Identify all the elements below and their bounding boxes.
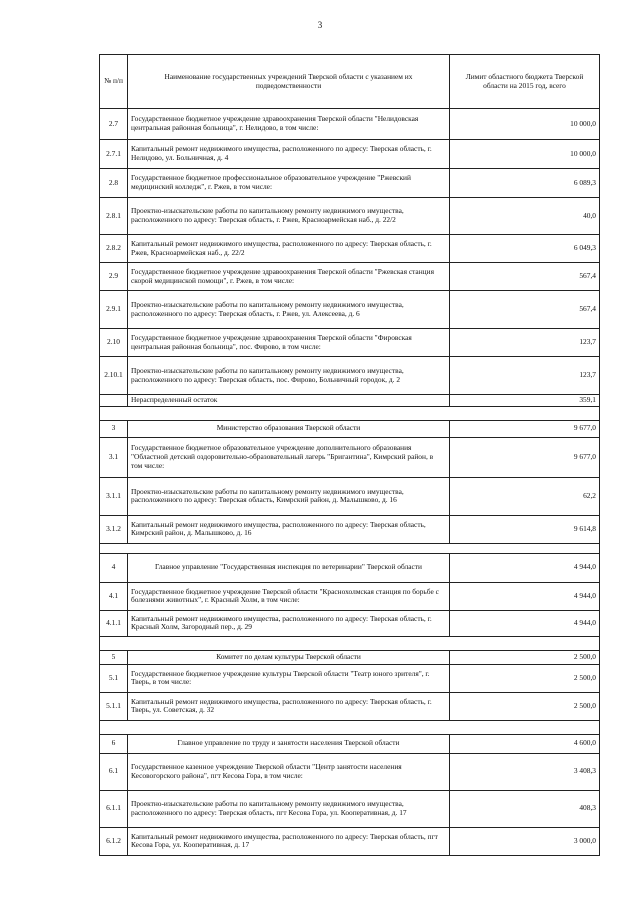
row-sum: 3 000,0 bbox=[450, 827, 600, 855]
spacer-cell bbox=[100, 406, 600, 420]
row-number: 6 bbox=[100, 734, 128, 753]
spacer-cell bbox=[100, 543, 600, 553]
row-sum: 123,7 bbox=[450, 329, 600, 357]
row-name: Государственное бюджетное учреждение здравоохранения Тверской области "Фировская центральная районная больница", пос. Фирово, в том числе: bbox=[128, 329, 450, 357]
row-name: Главное управление по труду и занятости населения Тверской области bbox=[128, 734, 450, 753]
row-name: Проектно-изыскательские работы по капитальному ремонту недвижимого имущества, расположенного по адресу: Тверская область, г. Ржев, Красноармейская наб., д. 22/2 bbox=[128, 198, 450, 235]
row-number: 5.1 bbox=[100, 664, 128, 692]
row-name: Государственное бюджетное учреждение здравоохранения Тверской области "Нелидовская центральная районная больница", г. Нелидово, в том числе: bbox=[128, 109, 450, 140]
row-sum: 4 944,0 bbox=[450, 582, 600, 610]
table-row bbox=[100, 477, 600, 515]
row-number: 5.1.1 bbox=[100, 692, 128, 720]
row-sum: 6 049,3 bbox=[450, 235, 600, 263]
row-sum: 10 000,0 bbox=[450, 109, 600, 140]
row-number: 4 bbox=[100, 553, 128, 582]
section-row bbox=[100, 553, 600, 582]
row-sum: 2 500,0 bbox=[450, 664, 600, 692]
row-sum: 4 600,0 bbox=[450, 734, 600, 753]
table-row bbox=[100, 827, 600, 855]
table-row bbox=[100, 291, 600, 329]
row-name: Проектно-изыскательские работы по капитальному ремонту недвижимого имущества, расположенного по адресу: Тверская область, пос. Фирово, Больничный городок, д. 2 bbox=[128, 357, 450, 395]
row-name: Государственное бюджетное профессиональное образовательное учреждение "Ржевский медицинский колледж", г. Ржев, в том числе: bbox=[128, 169, 450, 198]
table-row bbox=[100, 610, 600, 636]
row-sum: 408,3 bbox=[450, 790, 600, 827]
row-number: 2.10.1 bbox=[100, 357, 128, 395]
table-row bbox=[100, 664, 600, 692]
row-name: Проектно-изыскательские работы по капитальному ремонту недвижимого имущества, расположенного по адресу: Тверская область, Кимрский район, д. Малышково, д. 16 bbox=[128, 477, 450, 515]
row-sum: 40,0 bbox=[450, 198, 600, 235]
row-number: 3.1 bbox=[100, 437, 128, 477]
spacer-cell bbox=[100, 636, 600, 650]
budget-table bbox=[99, 54, 600, 856]
table-row bbox=[100, 109, 600, 140]
row-name: Нераспределенный остаток bbox=[128, 395, 450, 407]
row-name: Капитальный ремонт недвижимого имущества, расположенного по адресу: Тверская область, пгт Кесова Гора, ул. Кооперативная, д. 17 bbox=[128, 827, 450, 855]
row-name: Комитет по делам культуры Тверской области bbox=[128, 650, 450, 664]
spacer-row bbox=[100, 636, 600, 650]
row-name: Капитальный ремонт недвижимого имущества, расположенного по адресу: Тверская область, Кимрский район, д. Малышково, д. 16 bbox=[128, 515, 450, 543]
section-row bbox=[100, 420, 600, 437]
row-name: Капитальный ремонт недвижимого имущества, расположенного по адресу: Тверская область, г. Тверь, ул. Советская, д. 32 bbox=[128, 692, 450, 720]
row-sum: 2 500,0 bbox=[450, 692, 600, 720]
row-name: Капитальный ремонт недвижимого имущества, расположенного по адресу: Тверская область, г. Красный Холм, Загородный пер., д. 29 bbox=[128, 610, 450, 636]
table-row bbox=[100, 357, 600, 395]
row-number: 2.10 bbox=[100, 329, 128, 357]
row-name: Государственное бюджетное образовательное учреждение дополнительного образования "Областной детский оздоровительно-образовательный лагерь "Бригантина", Кимрский район, в том числе: bbox=[128, 437, 450, 477]
header-limit: Лимит областного бюджета Тверской области на 2015 год, всего bbox=[450, 55, 600, 109]
spacer-cell bbox=[100, 720, 600, 734]
row-number: 4.1 bbox=[100, 582, 128, 610]
row-number: 2.9 bbox=[100, 263, 128, 291]
row-name: Государственное бюджетное учреждение культуры Тверской области "Театр юного зрителя", г. Тверь, в том числе: bbox=[128, 664, 450, 692]
table-row bbox=[100, 263, 600, 291]
row-number: 3 bbox=[100, 420, 128, 437]
table-row bbox=[100, 235, 600, 263]
row-number: 2.8.1 bbox=[100, 198, 128, 235]
row-number: 3.1.1 bbox=[100, 477, 128, 515]
row-number: 5 bbox=[100, 650, 128, 664]
row-number bbox=[100, 395, 128, 407]
row-name: Проектно-изыскательские работы по капитальному ремонту недвижимого имущества, расположенного по адресу: Тверская область, пгт Кесова Гора, ул. Кооперативная, д. 17 bbox=[128, 790, 450, 827]
row-number: 3.1.2 bbox=[100, 515, 128, 543]
section-row bbox=[100, 650, 600, 664]
row-sum: 2 500,0 bbox=[450, 650, 600, 664]
table-row bbox=[100, 753, 600, 790]
header-name: Наименование государственных учреждений Тверской области с указанием их подведомственности bbox=[128, 55, 450, 109]
table-row bbox=[100, 198, 600, 235]
table-header-row bbox=[100, 55, 600, 109]
spacer-row bbox=[100, 543, 600, 553]
row-number: 2.7.1 bbox=[100, 140, 128, 169]
row-number: 6.1.1 bbox=[100, 790, 128, 827]
table-row bbox=[100, 692, 600, 720]
row-sum: 567,4 bbox=[450, 291, 600, 329]
row-number: 4.1.1 bbox=[100, 610, 128, 636]
row-sum: 9 677,0 bbox=[450, 420, 600, 437]
spacer-row bbox=[100, 406, 600, 420]
table-row bbox=[100, 790, 600, 827]
row-sum: 3 408,3 bbox=[450, 753, 600, 790]
row-name: Капитальный ремонт недвижимого имущества, расположенного по адресу: Тверская область, г. Нелидово, ул. Больничная, д. 4 bbox=[128, 140, 450, 169]
row-sum: 9 677,0 bbox=[450, 437, 600, 477]
row-name: Капитальный ремонт недвижимого имущества, расположенного по адресу: Тверская область, г. Ржев, Красноармейская наб., д. 22/2 bbox=[128, 235, 450, 263]
table-row bbox=[100, 140, 600, 169]
table-row bbox=[100, 515, 600, 543]
row-number: 6.1.2 bbox=[100, 827, 128, 855]
row-sum: 62,2 bbox=[450, 477, 600, 515]
row-number: 2.8 bbox=[100, 169, 128, 198]
table-row bbox=[100, 169, 600, 198]
row-name: Проектно-изыскательские работы по капитальному ремонту недвижимого имущества, расположенного по адресу: Тверская область, г. Ржев, ул. Алексеева, д. 6 bbox=[128, 291, 450, 329]
row-sum: 567,4 bbox=[450, 263, 600, 291]
row-name: Государственное казенное учреждение Тверской области "Центр занятости населения Кесовогорского района", пгт Кесова Гора, в том числе: bbox=[128, 753, 450, 790]
header-num: № п/п bbox=[100, 55, 128, 109]
row-name: Государственное бюджетное учреждение Тверской области "Краснохолмская станция по борьбе с болезнями животных", г. Красный Холм, в том числе: bbox=[128, 582, 450, 610]
row-name: Министерство образования Тверской области bbox=[128, 420, 450, 437]
row-name: Главное управление "Государственная инспекция по ветеринарии" Тверской области bbox=[128, 553, 450, 582]
row-sum: 10 000,0 bbox=[450, 140, 600, 169]
row-sum: 9 614,8 bbox=[450, 515, 600, 543]
table-row bbox=[100, 437, 600, 477]
row-sum: 123,7 bbox=[450, 357, 600, 395]
row-number: 2.9.1 bbox=[100, 291, 128, 329]
section-row bbox=[100, 734, 600, 753]
row-sum: 359,1 bbox=[450, 395, 600, 407]
row-number: 6.1 bbox=[100, 753, 128, 790]
row-sum: 6 089,3 bbox=[450, 169, 600, 198]
table-row bbox=[100, 582, 600, 610]
row-sum: 4 944,0 bbox=[450, 553, 600, 582]
page-number: 3 bbox=[317, 20, 323, 30]
row-number: 2.7 bbox=[100, 109, 128, 140]
table-row bbox=[100, 395, 600, 407]
table-row bbox=[100, 329, 600, 357]
row-name: Государственное бюджетное учреждение здравоохранения Тверской области "Ржевская станция скорой медицинской помощи", г. Ржев, в том числе: bbox=[128, 263, 450, 291]
row-number: 2.8.2 bbox=[100, 235, 128, 263]
spacer-row bbox=[100, 720, 600, 734]
row-sum: 4 944,0 bbox=[450, 610, 600, 636]
